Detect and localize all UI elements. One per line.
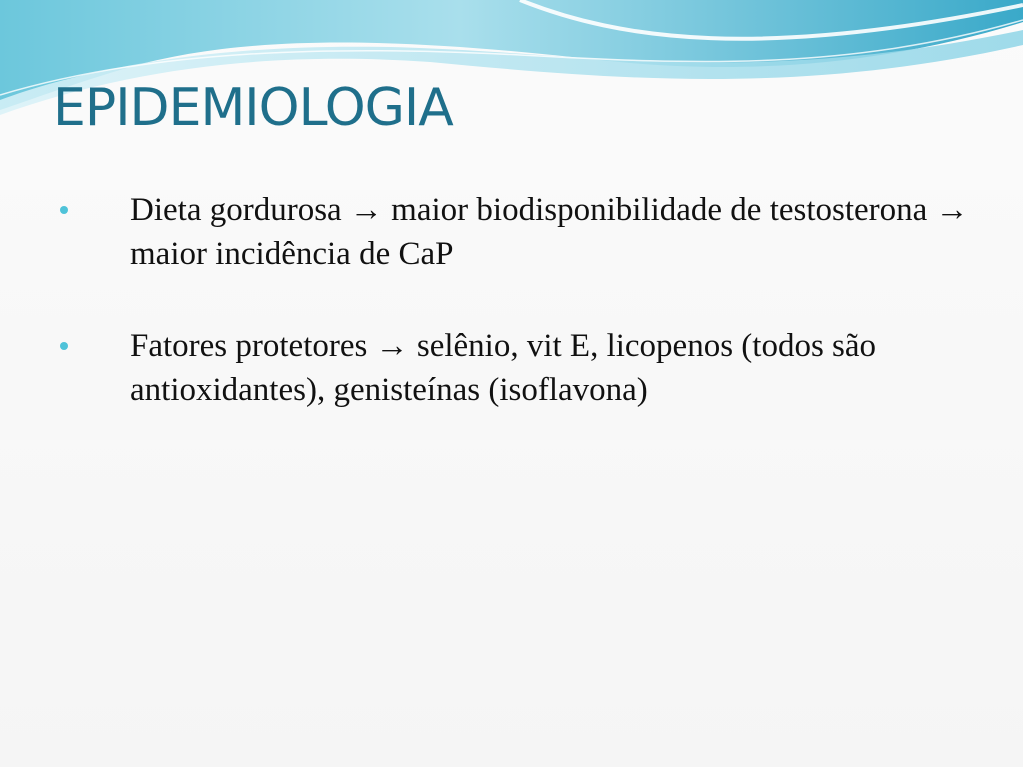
bullet-item bbox=[0, 188, 1023, 276]
bullet-text: Dieta gordurosa → maior biodisponibilidade de testosterona → maior incidência de CaP bbox=[130, 192, 969, 272]
bullet-list bbox=[0, 188, 1023, 460]
bullet-dot-icon bbox=[60, 342, 68, 350]
bullet-item bbox=[0, 324, 1023, 412]
slide-title: EPIDEMIOLOGIA bbox=[53, 78, 453, 138]
bullet-text: Fatores protetores → selênio, vit E, licopenos (todos são antioxidantes), genisteínas (isoflavona) bbox=[130, 328, 877, 408]
bullet-dot-icon bbox=[60, 206, 68, 214]
